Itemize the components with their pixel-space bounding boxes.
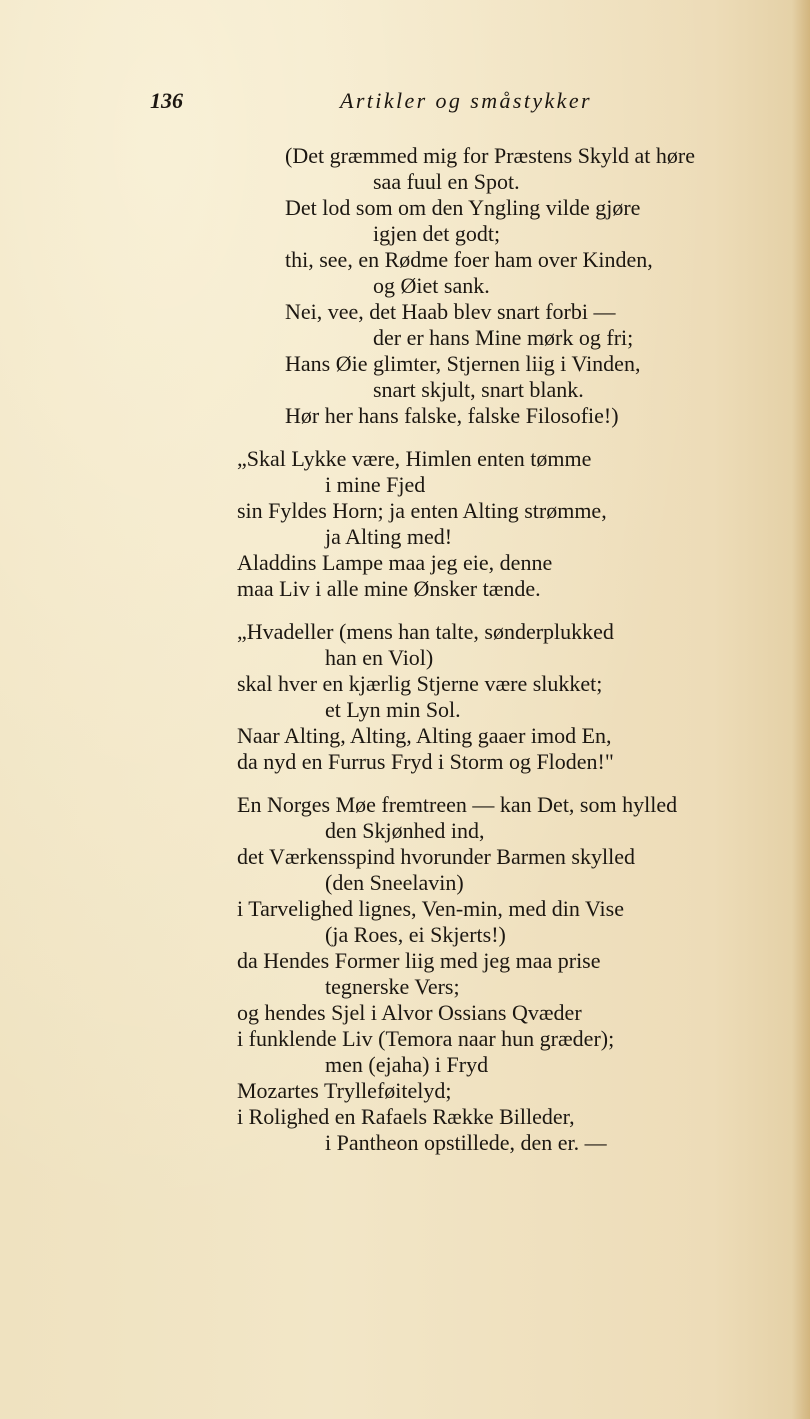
poem-line: (ja Roes, ei Skjerts!): [325, 922, 506, 947]
poem-line: der er hans Mine mørk og fri;: [373, 325, 634, 350]
poem-line: tegnerske Vers;: [325, 974, 460, 999]
poem-line: Mozartes Trylleføitelyd;: [237, 1078, 452, 1103]
poem-line: ja Alting med!: [325, 524, 453, 549]
poem-line: sin Fyldes Horn; ja enten Alting strømme,: [237, 498, 607, 523]
poem-line: maa Liv i alle mine Ønsker tænde.: [237, 576, 541, 601]
poem-line: En Norges Møe fremtreen — kan Det, som hylled: [237, 792, 678, 817]
poem-line: i Rolighed en Rafaels Række Billeder,: [237, 1104, 575, 1129]
poem-line: Naar Alting, Alting, Alting gaaer imod En,: [237, 723, 612, 748]
poem-line: (Det græmmed mig for Præstens Skyld at høre: [285, 143, 696, 168]
poem-line: Hør her hans falske, falske Filosofie!): [285, 403, 619, 428]
poem-line: skal hver en kjærlig Stjerne være slukket;: [237, 671, 603, 696]
poem-line: han en Viol): [325, 645, 434, 670]
poem-line: og Øiet sank.: [373, 273, 490, 298]
poem-line: „Hvadeller (mens han talte, sønderplukked: [237, 619, 614, 644]
poem-line: da Hendes Former liig med jeg maa prise: [237, 948, 601, 973]
poem-line: saa fuul en Spot.: [373, 169, 520, 194]
page-number: 136: [150, 88, 183, 113]
poem-line: Det lod som om den Yngling vilde gjøre: [285, 195, 641, 220]
poem-line: i mine Fjed: [325, 472, 426, 497]
page-edge-shadow: [792, 0, 810, 1419]
poem-line: Aladdins Lampe maa jeg eie, denne: [237, 550, 553, 575]
poem-line: thi, see, en Rødme foer ham over Kinden,: [285, 247, 653, 272]
page-header: [0, 88, 810, 118]
poem-line: snart skjult, snart blank.: [373, 377, 584, 402]
poem-line: Hans Øie glimter, Stjernen liig i Vinden,: [285, 351, 641, 376]
poem-line: Nei, vee, det Haab blev snart forbi —: [285, 299, 616, 324]
poem-line: i Pantheon opstillede, den er. —: [325, 1130, 607, 1155]
poem-line: da nyd en Furrus Fryd i Storm og Floden!": [237, 749, 614, 774]
running-title: Artikler og småstykker: [340, 88, 592, 113]
poem-line: det Værkensspind hvorunder Barmen skylled: [237, 844, 635, 869]
poem-line: i funklende Liv (Temora naar hun græder);: [237, 1026, 615, 1051]
poem-line: i Tarvelighed lignes, Ven-min, med din Vise: [237, 896, 624, 921]
poem-line: igjen det godt;: [373, 221, 501, 246]
poem-line: og hendes Sjel i Alvor Ossians Qvæder: [237, 1000, 582, 1025]
poem-line: (den Sneelavin): [325, 870, 464, 895]
poem-line: „Skal Lykke være, Himlen enten tømme: [237, 446, 592, 471]
poem-line: et Lyn min Sol.: [325, 697, 461, 722]
poem-line: den Skjønhed ind,: [325, 818, 485, 843]
poem-line: men (ejaha) i Fryd: [325, 1052, 489, 1077]
